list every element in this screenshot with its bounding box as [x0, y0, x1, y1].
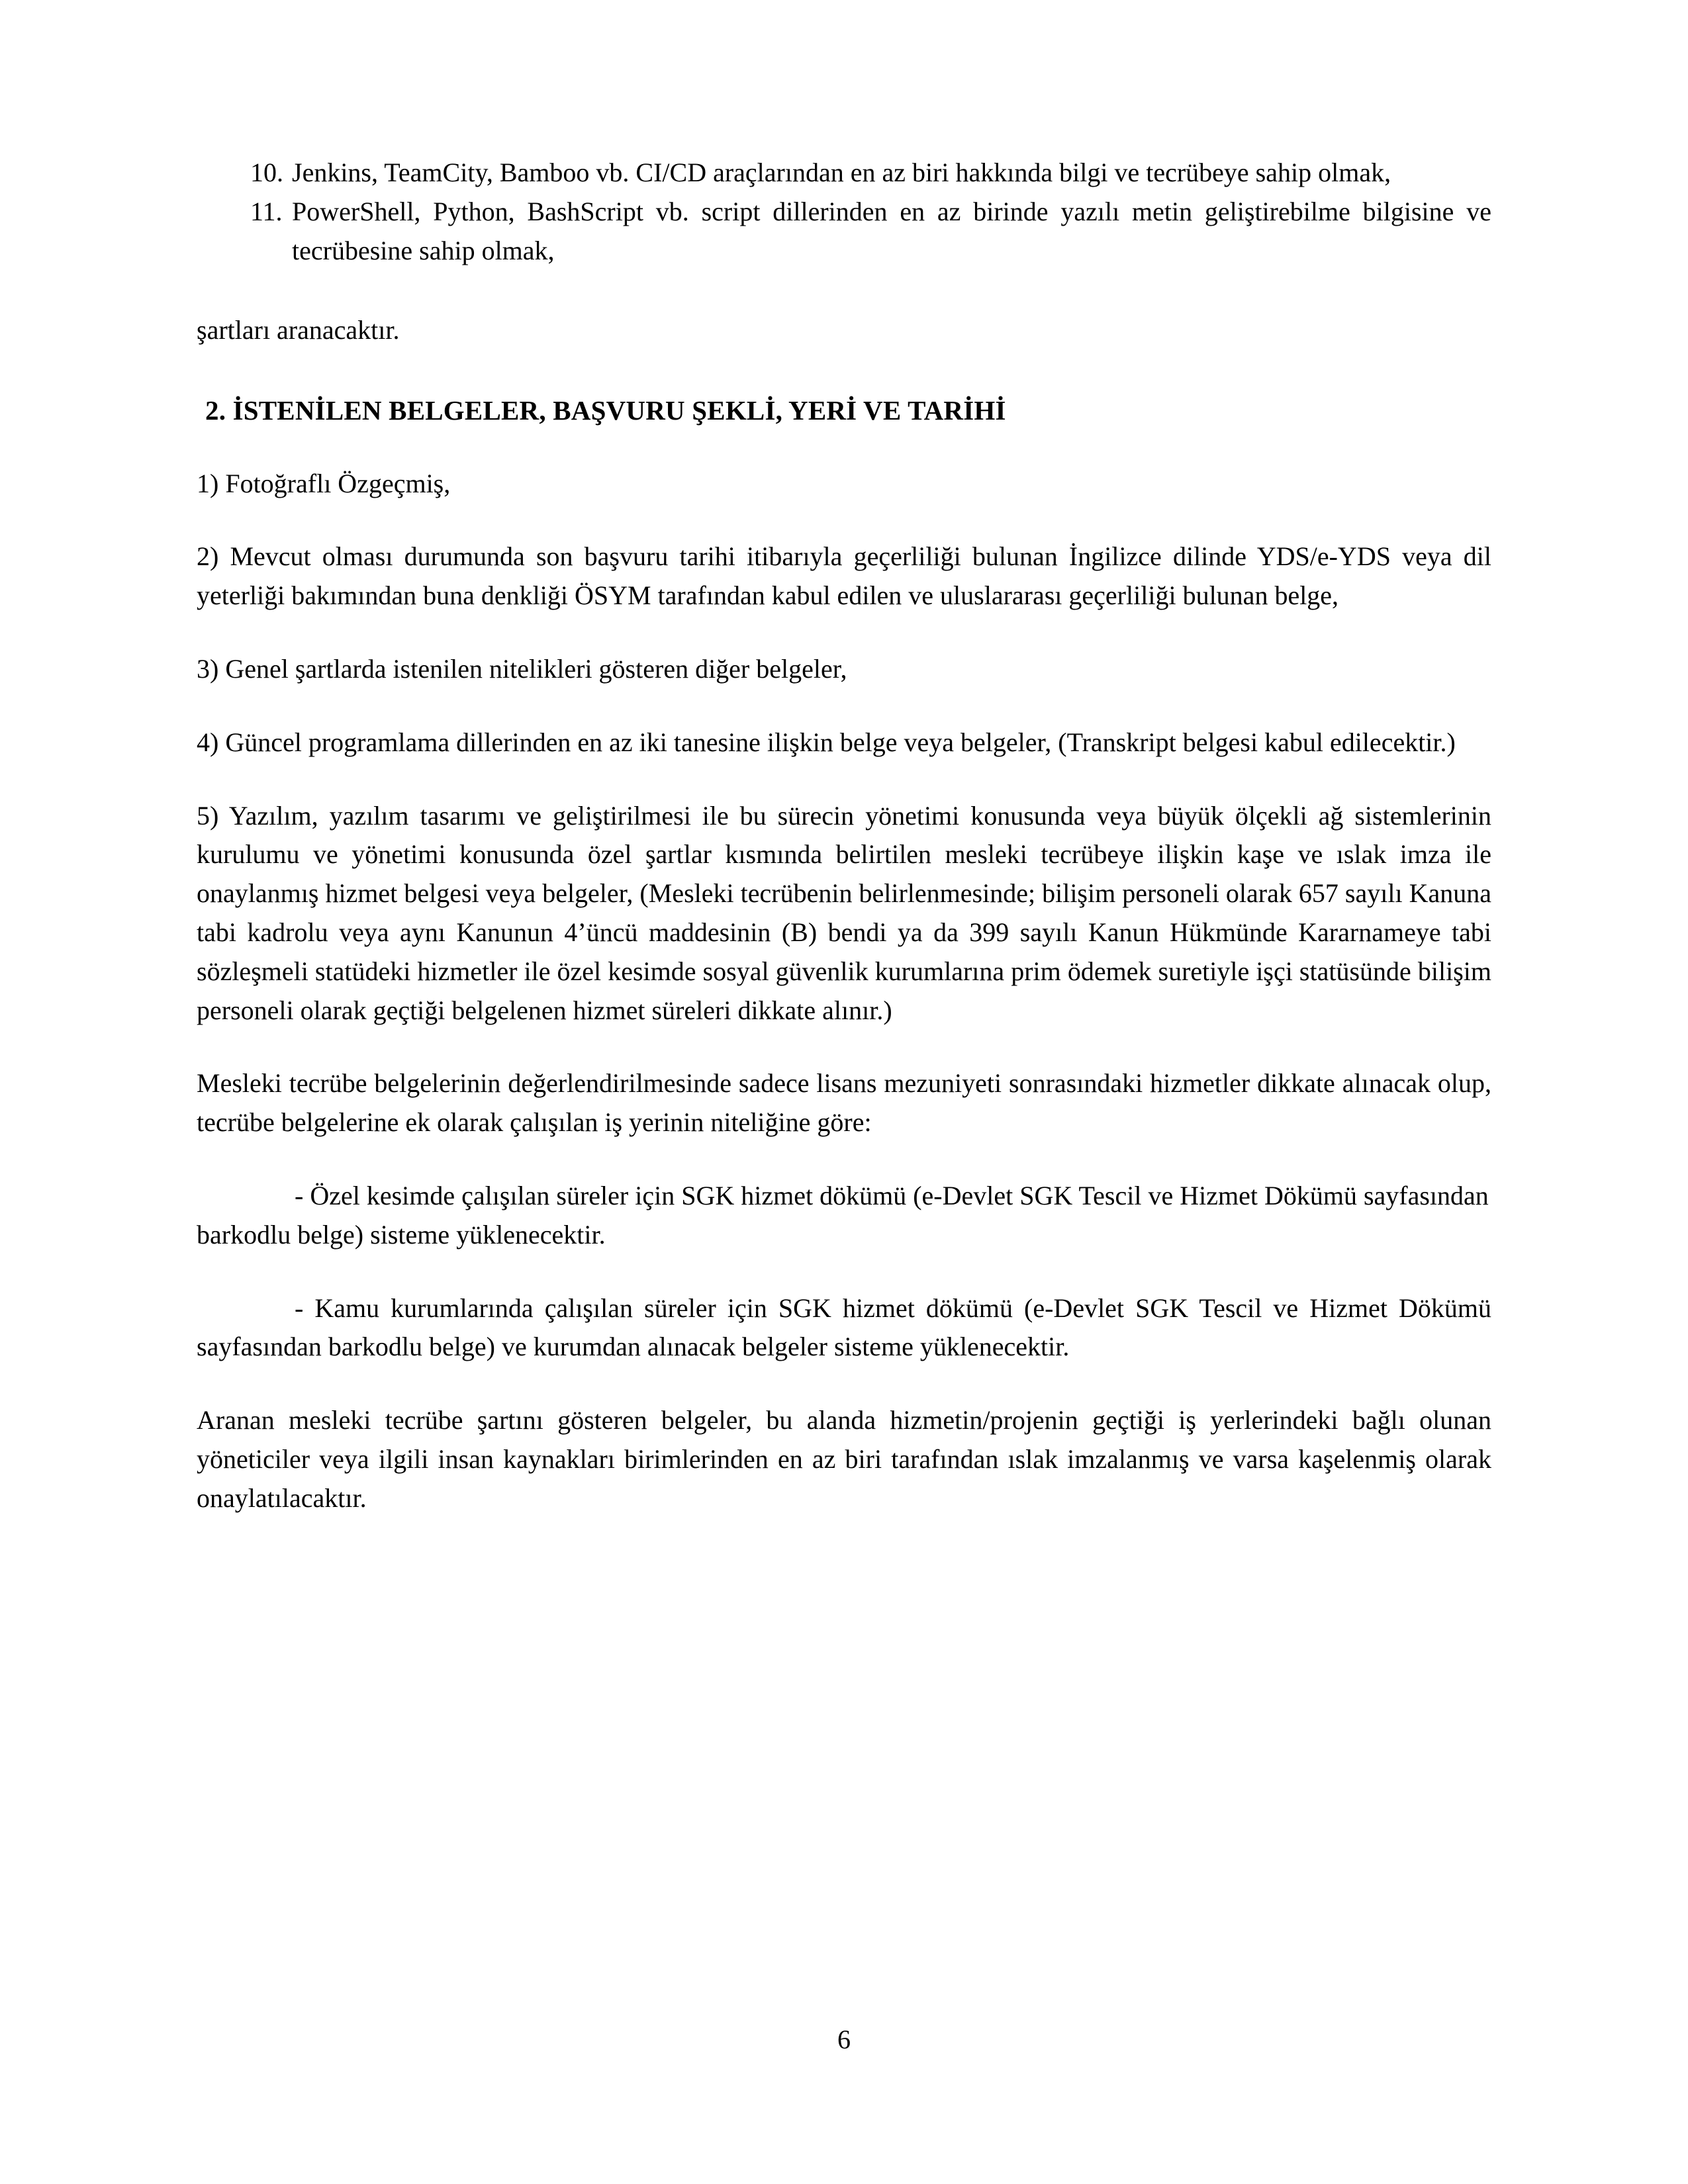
- section-paragraph-1: 1) Fotoğraflı Özgeçmiş,: [197, 468, 451, 498]
- list-item-text: Jenkins, TeamCity, Bamboo vb. CI/CD araçlarından en az biri hakkında bilgi ve tecrübeye sahip olmak,: [292, 158, 1391, 187]
- section-paragraph-3: 3) Genel şartlarda istenilen nitelikleri gösteren diğer belgeler,: [197, 653, 847, 684]
- section-paragraph-2: 2) Mevcut olması durumunda son başvuru tarihi itibarıyla geçerliliği bulunan İngilizce dilinde YDS/e-YDS veya dil yeterliği bakımından buna denkliği ÖSYM tarafından kabul edilen ve uluslararası geçerliliği bulunan belge,: [197, 541, 1491, 611]
- document-body: [197, 154, 1491, 1518]
- list-item-text: PowerShell, Python, BashScript vb. script dillerinden en az birinde yazılı metin geliştirebilme bilgisine ve tecrübesine sahip olmak,: [292, 196, 1491, 265]
- section-heading-wrapper: [197, 392, 1491, 430]
- experience-dash-item-public-sector: - Kamu kurumlarında çalışılan süreler için SGK hizmet dökümü (e-Devlet SGK Tescil ve Hizmet Dökümü sayfasından barkodlu belge) ve kurumdan alınacak belgeler sisteme yüklenecektir.: [197, 1293, 1491, 1362]
- list-item-marker: 10.: [250, 158, 283, 187]
- experience-dash-item-private-sector: - Özel kesimde çalışılan süreler için SGK hizmet dökümü (e-Devlet SGK Tescil ve Hizmet Dökümü sayfasından barkodlu belge) sisteme yüklenecektir.: [197, 1180, 1489, 1250]
- list-item: [250, 193, 1491, 271]
- list-item: [250, 154, 1491, 193]
- closing-clause-paragraph: şartları aranacaktır.: [197, 315, 400, 345]
- experience-notes-closing: Aranan mesleki tecrübe şartını gösteren belgeler, bu alanda hizmetin/projenin geçtiği iş yerlerindeki bağlı olunan yöneticiler veya ilgili insan kaynakları birimlerinden en az biri tarafından ıslak imzalanmış ve varsa kaşelenmiş olarak onaylatılacaktır.: [197, 1405, 1491, 1513]
- section-paragraph-5: 5) Yazılım, yazılım tasarımı ve geliştirilmesi ile bu sürecin yönetimi konusunda veya büyük ölçekli ağ sistemlerinin kurulumu ve yönetimi konusunda özel şartlar kısmında belirtilen mesleki tecrübeye ilişkin kaşe ve ıslak imza ile onaylanmış hizmet belgesi veya belgeler, (Mesleki tecrübenin belirlenmesinde; bilişim personeli olarak 657 sayılı Kanuna tabi kadrolu veya aynı Kanunun 4’üncü maddesinin (B) bendi ya da 399 sayılı Kanun Hükmünde Kararnameye tabi sözleşmeli statüdeki hizmetler ile özel kesimde sosyal güvenlik kurumlarına prim ödemek suretiyle işçi statüsünde bilişim personeli olarak geçtiği belgelenen hizmet süreleri dikkate alınır.): [197, 800, 1491, 1025]
- experience-notes-intro: Mesleki tecrübe belgelerinin değerlendirilmesinde sadece lisans mezuniyeti sonrasındaki hizmetler dikkate alınacak olup, tecrübe belgelerine ek olarak çalışılan iş yerinin niteliğine göre:: [197, 1068, 1491, 1138]
- section-paragraph-4: 4) Güncel programlama dillerinden en az iki tanesine ilişkin belge veya belgeler, (Transkript belgesi kabul edilecektir.): [197, 727, 1456, 757]
- page-title: 2. İSTENİLEN BELGELER, BAŞVURU ŞEKLİ, YERİ VE TARİHİ: [205, 395, 1006, 426]
- numbered-requirements-list: [197, 154, 1491, 270]
- list-item-marker: 11.: [250, 196, 283, 226]
- page-number: 6: [837, 2025, 851, 2054]
